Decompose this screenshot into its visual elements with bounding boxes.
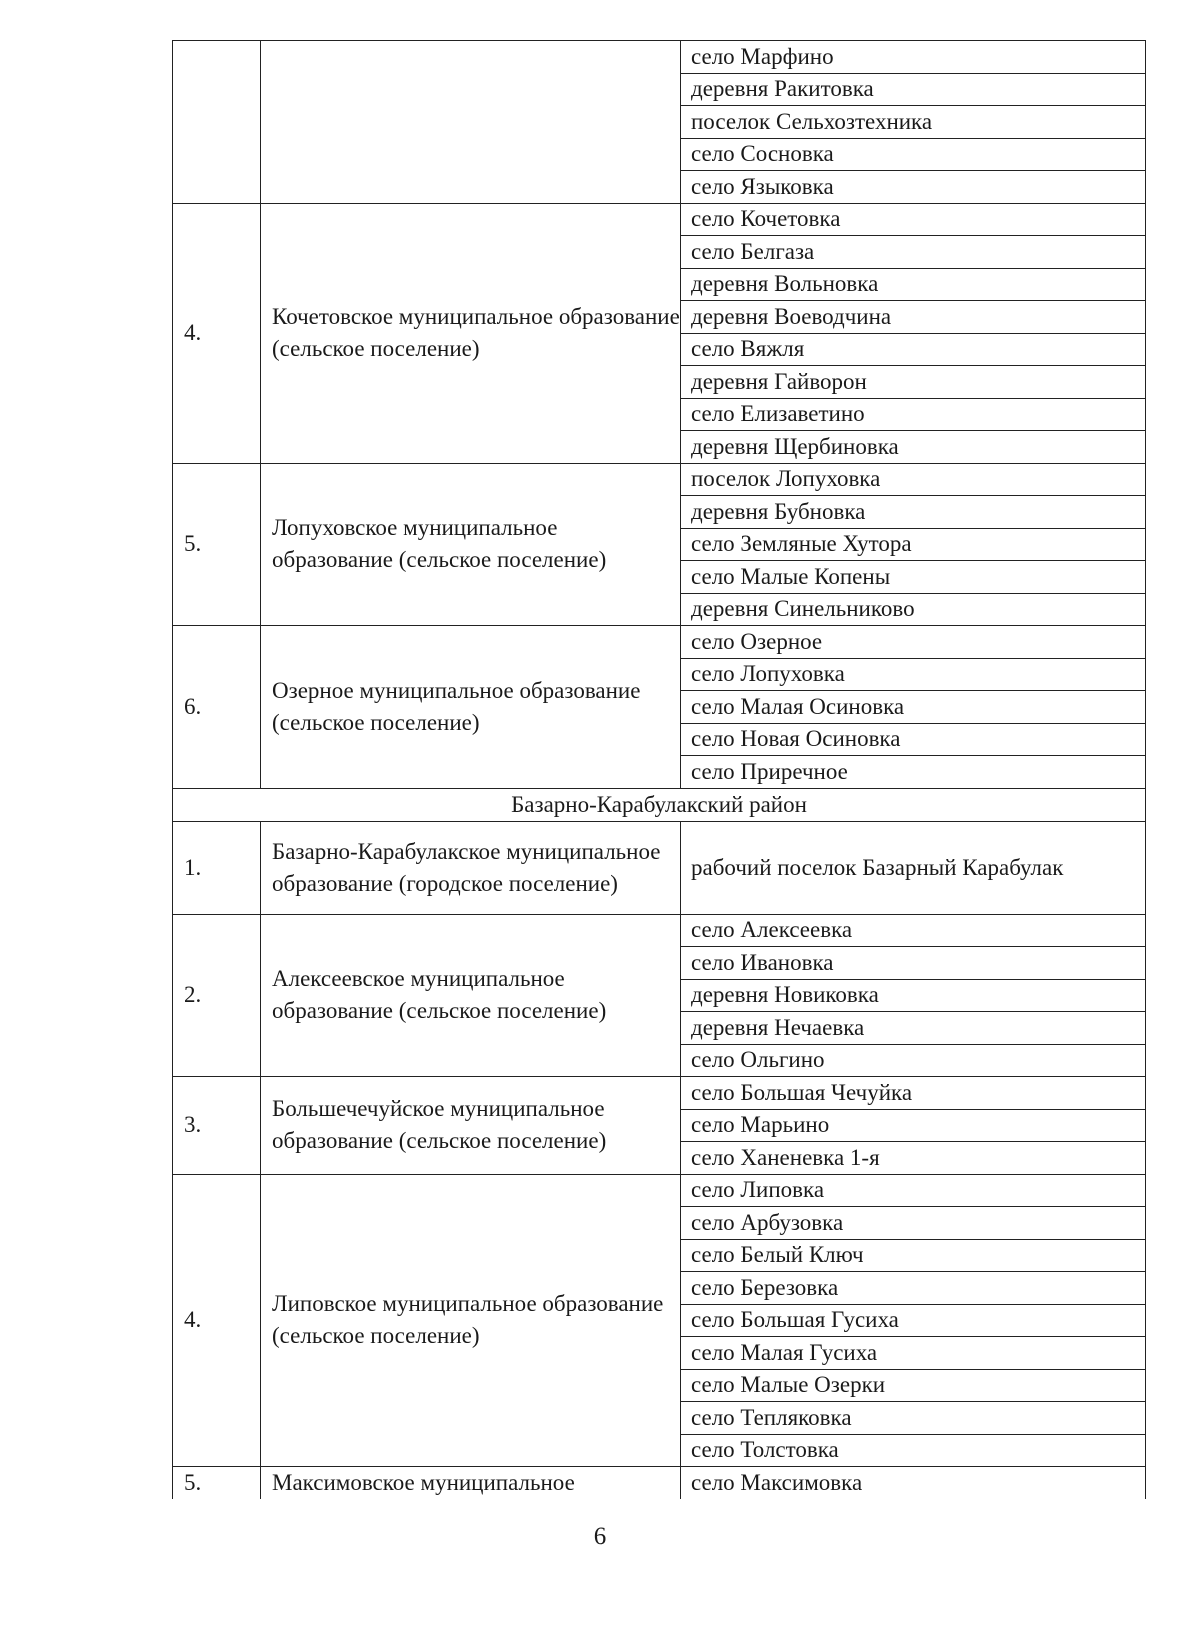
settlement-cell: село Арбузовка <box>681 1207 1146 1240</box>
municipality-name-cell: Максимовское муниципальное <box>261 1467 681 1500</box>
settlement-cell: поселок Лопуховка <box>681 463 1146 496</box>
municipality-name-cell: Озерное муниципальное образование (сельское поселение) <box>261 626 681 789</box>
settlement-cell: село Приречное <box>681 756 1146 789</box>
settlement-cell: село Большая Гусиха <box>681 1304 1146 1337</box>
settlement-cell: село Малая Гусиха <box>681 1337 1146 1370</box>
row-number-cell: 4. <box>173 203 261 463</box>
settlement-cell: село Толстовка <box>681 1434 1146 1467</box>
settlement-cell: село Белый Ключ <box>681 1239 1146 1272</box>
municipality-name-cell: Кочетовское муниципальное образование (сельское поселение) <box>261 203 681 463</box>
settlement-cell: село Кочетовка <box>681 203 1146 236</box>
settlement-cell: село Малая Осиновка <box>681 691 1146 724</box>
settlement-cell: село Липовка <box>681 1174 1146 1207</box>
settlement-cell: деревня Новиковка <box>681 979 1146 1012</box>
table-body <box>173 41 1146 1500</box>
settlement-cell: село Алексеевка <box>681 914 1146 947</box>
settlement-cell: село Елизаветино <box>681 398 1146 431</box>
settlement-cell: село Ханеневка 1-я <box>681 1142 1146 1175</box>
table-row <box>173 821 1146 914</box>
table-row <box>173 463 1146 496</box>
row-number-cell <box>173 41 261 204</box>
settlement-cell: село Малые Копены <box>681 561 1146 594</box>
settlement-cell: село Земляные Хутора <box>681 528 1146 561</box>
municipality-name-cell: Алексеевское муниципальное образование (сельское поселение) <box>261 914 681 1077</box>
settlement-cell: село Озерное <box>681 626 1146 659</box>
settlement-cell: село Тепляковка <box>681 1402 1146 1435</box>
settlement-cell: село Марьино <box>681 1109 1146 1142</box>
table-row <box>173 203 1146 236</box>
municipal-settlements-table <box>172 40 1146 1499</box>
row-number-cell: 3. <box>173 1077 261 1175</box>
settlement-cell: село Лопуховка <box>681 658 1146 691</box>
municipality-name-cell <box>261 41 681 204</box>
row-number-cell: 6. <box>173 626 261 789</box>
table-row <box>173 1077 1146 1110</box>
municipality-name-cell: Лопуховское муниципальное образование (сельское поселение) <box>261 463 681 626</box>
settlement-cell: деревня Синельниково <box>681 593 1146 626</box>
settlement-cell: село Сосновка <box>681 138 1146 171</box>
settlement-cell: село Новая Осиновка <box>681 723 1146 756</box>
table-row <box>173 626 1146 659</box>
settlement-cell: село Языковка <box>681 171 1146 204</box>
settlement-cell: село Ольгино <box>681 1044 1146 1077</box>
table-row <box>173 41 1146 74</box>
table-row <box>173 914 1146 947</box>
row-number-cell: 2. <box>173 914 261 1077</box>
municipality-name-cell: Липовское муниципальное образование (сельское поселение) <box>261 1174 681 1467</box>
table-row <box>173 1174 1146 1207</box>
settlement-cell: село Березовка <box>681 1272 1146 1305</box>
settlement-cell: село Марфино <box>681 41 1146 74</box>
row-number-cell: 1. <box>173 821 261 914</box>
settlement-cell: поселок Сельхозтехника <box>681 106 1146 139</box>
settlement-cell: село Белгаза <box>681 236 1146 269</box>
municipality-name-cell: Большечечуйское муниципальное образование (сельское поселение) <box>261 1077 681 1175</box>
settlement-cell: рабочий поселок Базарный Карабулак <box>681 821 1146 914</box>
region-header-row <box>173 788 1146 821</box>
settlement-cell: село Большая Чечуйка <box>681 1077 1146 1110</box>
settlement-cell: деревня Нечаевка <box>681 1012 1146 1045</box>
settlement-cell: деревня Гайворон <box>681 366 1146 399</box>
row-number-cell: 5. <box>173 1467 261 1500</box>
page-number: 6 <box>593 1523 607 1550</box>
settlement-cell: деревня Щербиновка <box>681 431 1146 464</box>
region-title: Базарно-Карабулакский район <box>173 788 1146 821</box>
settlement-cell: деревня Воеводчина <box>681 301 1146 334</box>
settlement-cell: деревня Вольновка <box>681 268 1146 301</box>
settlement-cell: село Малые Озерки <box>681 1369 1146 1402</box>
row-number-cell: 5. <box>173 463 261 626</box>
settlement-cell: деревня Ракитовка <box>681 73 1146 106</box>
settlement-cell: деревня Бубновка <box>681 496 1146 529</box>
settlement-cell: село Максимовка <box>681 1467 1146 1500</box>
settlement-cell: село Ивановка <box>681 947 1146 980</box>
table-row <box>173 1467 1146 1500</box>
municipality-name-cell: Базарно-Карабулакское муниципальное образование (городское поселение) <box>261 821 681 914</box>
row-number-cell: 4. <box>173 1174 261 1467</box>
settlement-cell: село Вяжля <box>681 333 1146 366</box>
document-table-region <box>172 40 1145 1499</box>
